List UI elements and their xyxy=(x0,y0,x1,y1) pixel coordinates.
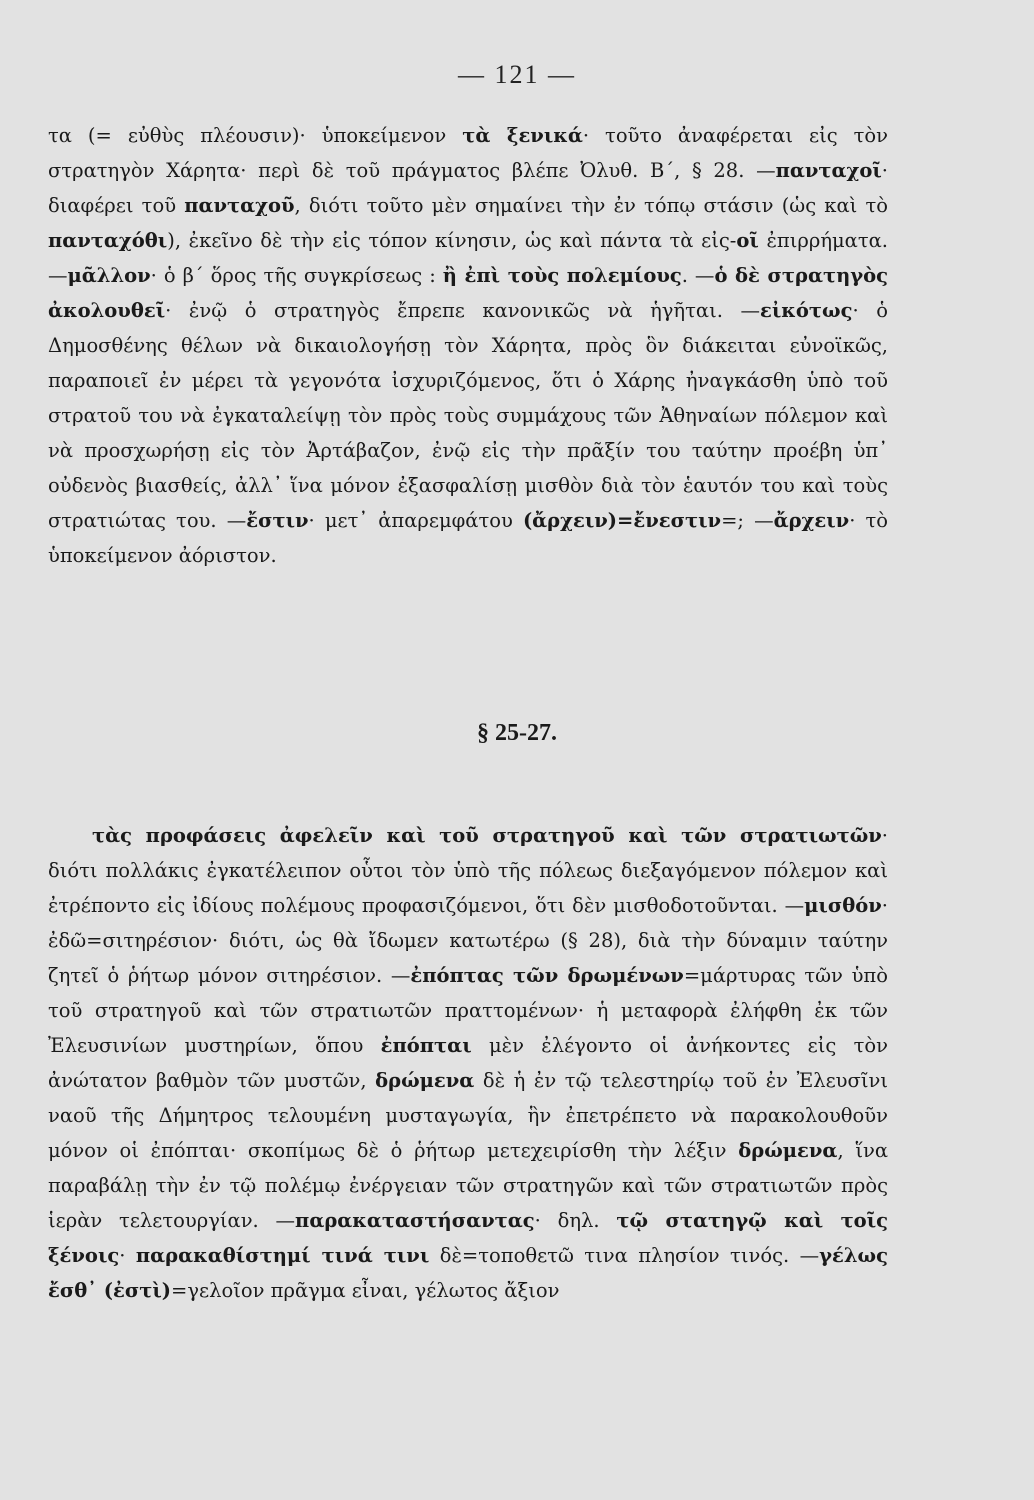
commentary-text: , διότι τοῦτο μὲν σημαίνει τὴν ἐν τόπῳ στάσιν (ὡς καὶ τὸ xyxy=(294,194,888,217)
commentary-text: =; — xyxy=(721,509,774,532)
commentary-block-1 xyxy=(48,118,888,573)
commentary-text: ἐπιρρήματα. — xyxy=(48,229,888,287)
commentary-text: · ὁ Δημοσθένης θέλων νὰ δικαιολογήσῃ τὸν Χάρητα, πρὸς ὃν διάκειται εὐνοϊκῶς, παραποιεῖ ἐν μέρει τὰ γεγονότα ἰσχυριζόμενος, ὅτι ὁ Χάρης ἠναγκάσθη ὑπὸ τοῦ στρατοῦ του νὰ ἐγκαταλείψῃ τὸν πρὸς τοὺς συμμάχους τῶν Ἀθηναίων πόλεμον καὶ νὰ προσχωρήσῃ εἰς τὸν Ἀρτάβαζον, ἐνῷ εἰς τὴν πρᾶξίν του ταύτην προέβη ὑπ᾽ οὐδενὸς βιασθείς, ἀλλ᾽ ἵνα μόνον ἐξασφαλίσῃ μισθὸν διὰ τὸν ἑαυτόν του καὶ τοὺς στρατιώτας του. — xyxy=(48,299,888,532)
lemma-term: τὰ ξενικά xyxy=(462,124,583,147)
lemma-term: ἔστιν xyxy=(246,509,309,532)
commentary-block-2 xyxy=(48,818,888,1308)
commentary-text: · δηλ. xyxy=(534,1209,617,1232)
lemma-term: ἄρχειν xyxy=(773,509,850,532)
commentary-text: , ἵνα παραβάλῃ τὴν ἐν τῷ πολέμῳ ἐνέργειαν τῶν στρατηγῶν καὶ τῶν στρατιωτῶν πρὸς ἱερὰν τελετουργίαν. — xyxy=(48,1139,888,1232)
commentary-text: δὲ=τοποθετῶ τινα πλησίον τινός. — xyxy=(429,1244,820,1267)
commentary-text: · xyxy=(119,1244,136,1267)
lemma-term: πανταχοῦ xyxy=(184,194,295,217)
section-heading: § 25-27. xyxy=(477,720,557,746)
commentary-text: =μάρτυρας τῶν ὑπὸ τοῦ στρατηγοῦ καὶ τῶν στρατιωτῶν πραττομένων· ἡ μεταφορὰ ἐλήφθη ἐκ τῶν Ἐλευσινίων μυστηρίων, ὅπου xyxy=(48,964,888,1057)
commentary-text: · ἐνῷ ὁ στρατηγὸς ἔπρεπε κανονικῶς νὰ ἡγῆται. — xyxy=(165,299,760,322)
commentary-text: · διαφέρει τοῦ xyxy=(48,159,888,217)
lemma-term: δρώμενα xyxy=(738,1139,838,1162)
lemma-term: τῷ στατηγῷ καὶ τοῖς ξένοις xyxy=(48,1209,888,1267)
commentary-text: · διότι πολλάκις ἐγκατέλειπον οὗτοι τὸν ὑπὸ τῆς πόλεως διεξαγόμενον πόλεμον καὶ ἐτρέποντο εἰς ἰδίους πολέμους προφασιζόμενοι, ὅτι δὲν μισθοδοτοῦνται. — xyxy=(48,824,888,917)
commentary-text: μὲν ἐλέγοντο οἱ ἀνήκοντες εἰς τὸν ἀνώτατον βαθμὸν τῶν μυστῶν, xyxy=(48,1034,888,1092)
lemma-term: παρακαταστήσαντας xyxy=(295,1209,535,1232)
commentary-text: . — xyxy=(681,264,715,287)
commentary-text: δὲ ἡ ἐν τῷ τελεστηρίῳ τοῦ ἐν Ἐλευσῖνι ναοῦ τῆς Δήμητρος τελουμένη μυσταγωγία, ἣν ἐπετρέπετο νὰ παρακολουθοῦν μόνον οἱ ἐπόπται· σκοπίμως δὲ ὁ ῥήτωρ μετεχειρίσθη τὴν λέξιν xyxy=(48,1069,888,1162)
page-number: — 121 — xyxy=(458,60,576,89)
lemma-term: εἰκότως xyxy=(759,299,853,322)
lemma-term: μᾶλλον xyxy=(67,264,151,287)
lemma-term: τὰς προφάσεις ἀφελεῖν καὶ τοῦ στρατηγοῦ καὶ τῶν στρατιωτῶν xyxy=(92,824,882,847)
lemma-term: πανταχόθι xyxy=(48,229,168,252)
commentary-text: =γελοῖον πρᾶγμα εἶναι, γέλωτος ἄξιον xyxy=(171,1279,560,1302)
commentary-text: · μετ᾽ ἀπαρεμφάτου xyxy=(308,509,523,532)
lemma-term: ὁ δὲ στρατηγὸς ἀκολουθεῖ xyxy=(48,264,888,322)
commentary-text: · ἐδῶ=σιτηρέσιον· διότι, ὡς θὰ ἴδωμεν κατωτέρω (§ 28), διὰ τὴν δύναμιν ταύτην ζητεῖ ὁ ῥήτωρ μόνον σιτηρέσιον. — xyxy=(48,894,888,987)
lemma-term: μισθόν xyxy=(804,894,882,917)
lemma-term: ἢ ἐπὶ τοὺς πολεμίους xyxy=(442,264,682,287)
lemma-term: οῖ xyxy=(736,229,759,252)
lemma-term: παρακαθίστημί τινά τινι xyxy=(135,1244,430,1267)
lemma-term: δρώμενα xyxy=(375,1069,475,1092)
commentary-text: τα (= εὐθὺς πλέουσιν)· ὑποκείμενον xyxy=(48,124,463,147)
commentary-text: · τοῦτο ἀναφέρεται εἰς τὸν στρατηγὸν Χάρητα· περὶ δὲ τοῦ πράγματος βλέπε Ὀλυθ. Β΄, § 28. — xyxy=(48,124,888,182)
commentary-text: · ὁ β΄ ὅρος τῆς συγκρίσεως : xyxy=(150,264,443,287)
lemma-term: πανταχοῖ xyxy=(775,159,882,182)
commentary-text: ), ἐκεῖνο δὲ τὴν εἰς τόπον κίνησιν, ὡς καὶ πάντα τὰ εἰς- xyxy=(167,229,737,252)
lemma-term: ἐπόπται xyxy=(380,1034,472,1057)
commentary-text: · τὸ ὑποκείμενον ἀόριστον. xyxy=(48,509,889,567)
lemma-term: γέλως ἔσθ᾽ (ἐστὶ) xyxy=(48,1244,888,1302)
lemma-term: (ἄρχειν)=ἔνεστιν xyxy=(522,509,722,532)
lemma-term: ἐπόπτας τῶν δρωμένων xyxy=(410,964,684,987)
